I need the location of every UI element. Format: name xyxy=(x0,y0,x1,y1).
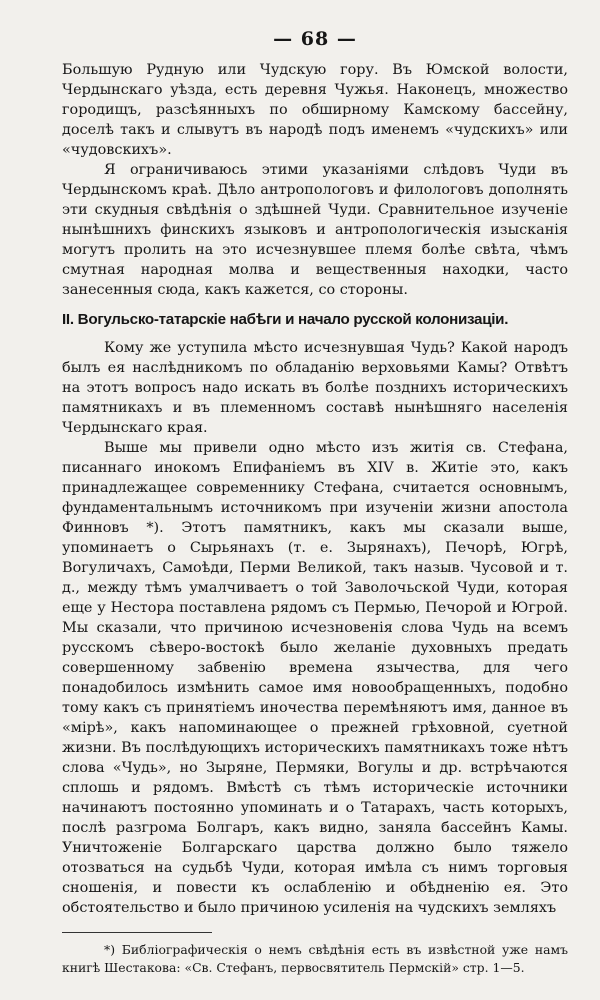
main-text xyxy=(62,60,568,918)
paragraph-chud-traces: Я ограничиваюсь этими указаніями слѣдовъ Чуди въ Чердынскомъ краѣ. Дѣло антропологовъ и филологовъ дополнять эти скудныя свѣдѣнія о здѣшней Чуди. Сравнительное изученіе нынѣшнихъ финскихъ языковъ и антропологическія изысканія могутъ пролить на это исчезнувшее племя болѣе свѣта, чѣмъ смутная народная молва и вещественныя находки, часто занесенныя сюда, какъ кажется, со стороны. xyxy=(62,162,568,298)
paragraph-stefan-life: Выше мы привели одно мѣсто изъ житія св. Стефана, писаннаго инокомъ Епифаніемъ въ XIV в. Житіе это, какъ принадлежащее современнику Стефана, считается основнымъ, фундаментальнымъ источникомъ при изученіи жизни апостола Финновъ *). Этотъ памятникъ, какъ мы сказали выше, упоминаетъ о Сырьянахъ (т. е. Зырянахъ), Печорѣ, Югрѣ, Вогуличахъ, Самоѣди, Перми Великой, такъ назыв. Чусовой и т. д., между тѣмъ умалчиваетъ о той Заволочьской Чуди, которая еще у Нестора поставлена рядомъ съ Пермью, Печорой и Югрой. Мы сказали, что причиною исчезновенія слова Чудь на всемъ русскомъ сѣверо-востокѣ было желаніе духовныхъ предать совершенному забвенію времена язычества, для чего понадобилось измѣнить самое имя новообращенныхъ, подобно тому какъ съ принятіемъ иночества перемѣняютъ имя, данное въ «мірѣ», какъ напоминающее о прежней грѣховной, суетной жизни. Въ послѣдующихъ историческихъ памятникахъ тоже нѣтъ слова «Чудь», но Зыряне, Пермяки, Вогулы и др. встрѣчаются сплошь и рядомъ. Вмѣстѣ съ тѣмъ историческіе источники начинаютъ постоянно упоминать и о Татарахъ, часть которыхъ, послѣ разгрома Болгаръ, какъ видно, заняла бассейнъ Камы. Уничтоженіе Болгарскаго царства должно было тяжело отозваться на судьбѣ Чуди, которая имѣла съ нимъ торговыя сношенія, и повести къ ослабленію и обѣдненію ея. Это обстоятельство и было причиною усиленія на чудскихъ земляхъ xyxy=(62,440,568,916)
section-heading: II. Вогульско-татарскіе набѣги и начало русской колонизаціи. xyxy=(62,311,509,328)
footnote-text: *) Библіографическія о немъ свѣдѣнія есть въ извѣстной уже намъ книгѣ Шестакова: «Св. Стефанъ, первосвятитель Пермскій» стр. 1—5. xyxy=(62,942,568,975)
page-number: — 68 — xyxy=(273,28,357,50)
paragraph-continuation: Большую Рудную или Чудскую гору. Въ Юмской волости, Чердынскаго уѣзда, есть деревня Чужья. Наконецъ, множество городищъ, разсѣянныхъ по обширному Камскому бассейну, доселѣ такъ и слывутъ въ народѣ подъ именемъ «чудскихъ» или «чудовскихъ». xyxy=(62,62,568,158)
footnote-divider xyxy=(62,932,212,933)
paragraph-question: Кому же уступила мѣсто исчезнувшая Чудь? Какой народъ былъ ея наслѣдникомъ по обладанію верховьями Камы? Отвѣтъ на этотъ вопросъ надо искать въ болѣе позднихъ историческихъ памятникахъ и въ племенномъ составѣ нынѣшняго населенія Чердынскаго края. xyxy=(62,340,568,436)
footnote xyxy=(62,941,568,977)
